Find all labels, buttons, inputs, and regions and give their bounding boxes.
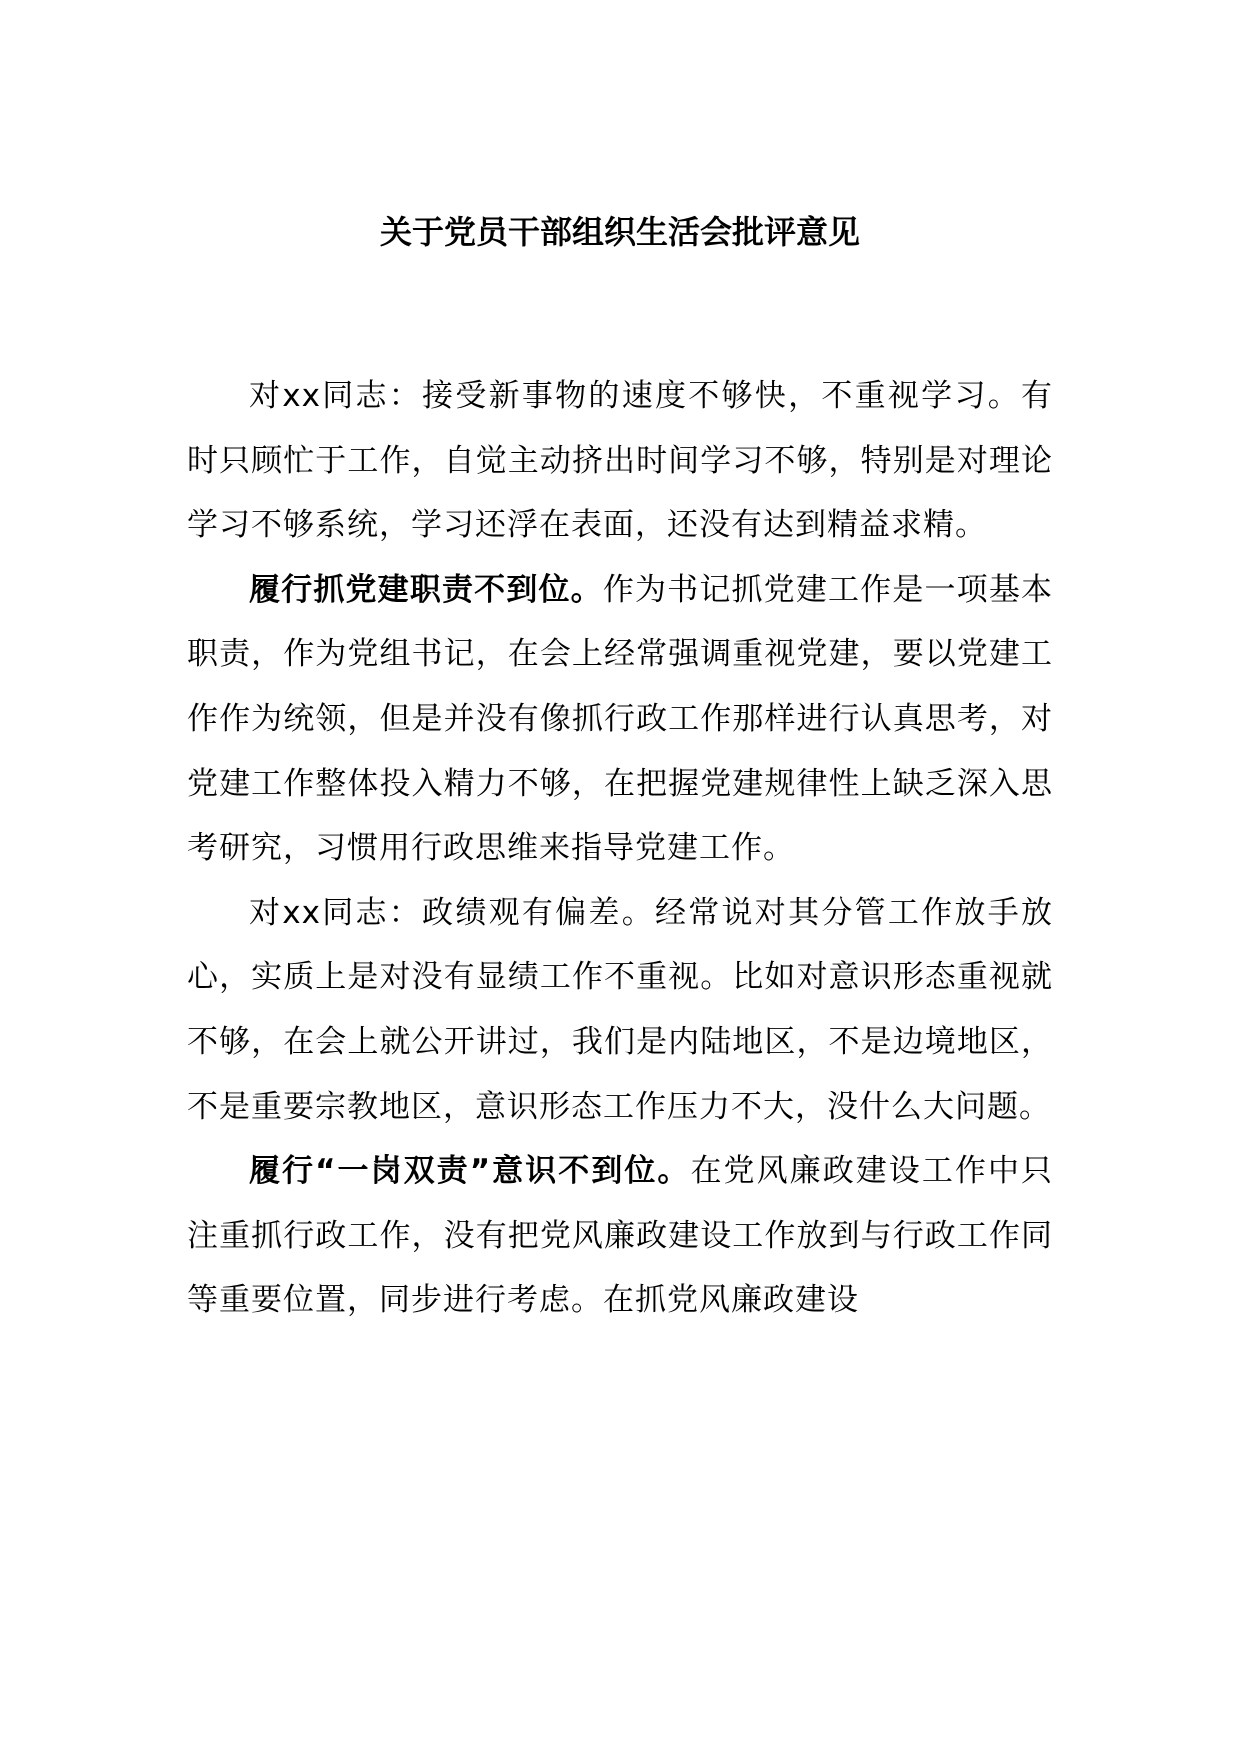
document-title: 关于党员干部组织生活会批评意见 [379, 213, 860, 251]
paragraph-text: 对xx同志：接受新事物的速度不够快，不重视学习。有时只顾忙于工作，自觉主动挤出时间学习不够，特别是对理论学习不够系统，学习还浮在表面，还没有达到精益求精。 [187, 378, 1053, 544]
paragraph-text: 对xx同志：政绩观有偏差。经常说对其分管工作放手放心，实质上是对没有显绩工作不重视。比如对意识形态重视就不够，在会上就公开讲过，我们是内陆地区，不是边境地区，不是重要宗教地区，意识形态工作压力不大，没什么大问题。 [187, 894, 1053, 1125]
paragraph-heading: 履行“一岗双责”意识不到位。 [249, 1153, 691, 1190]
paragraph-text: 作为书记抓党建工作是一项基本职责，作为党组书记，在会上经常强调重视党建，要以党建工作作为统领，但是并没有像抓行政工作那样进行认真思考，对党建工作整体投入精力不够，在把握党建规律性上缺乏深入思考研究，习惯用行政思维来指导党建工作。 [187, 571, 1054, 867]
document-body [187, 364, 1053, 1333]
paragraph-heading: 履行抓党建职责不到位。 [249, 571, 603, 608]
paragraph-4 [187, 1139, 1053, 1333]
paragraph-3 [187, 881, 1053, 1139]
paragraph-text: 在党风廉政建设工作中只注重抓行政工作，没有把党风廉政建设工作放到与行政工作同等重要位置，同步进行考虑。在抓党风廉政建设 [187, 1153, 1054, 1319]
paragraph-1 [187, 364, 1053, 558]
paragraph-2 [187, 558, 1053, 881]
